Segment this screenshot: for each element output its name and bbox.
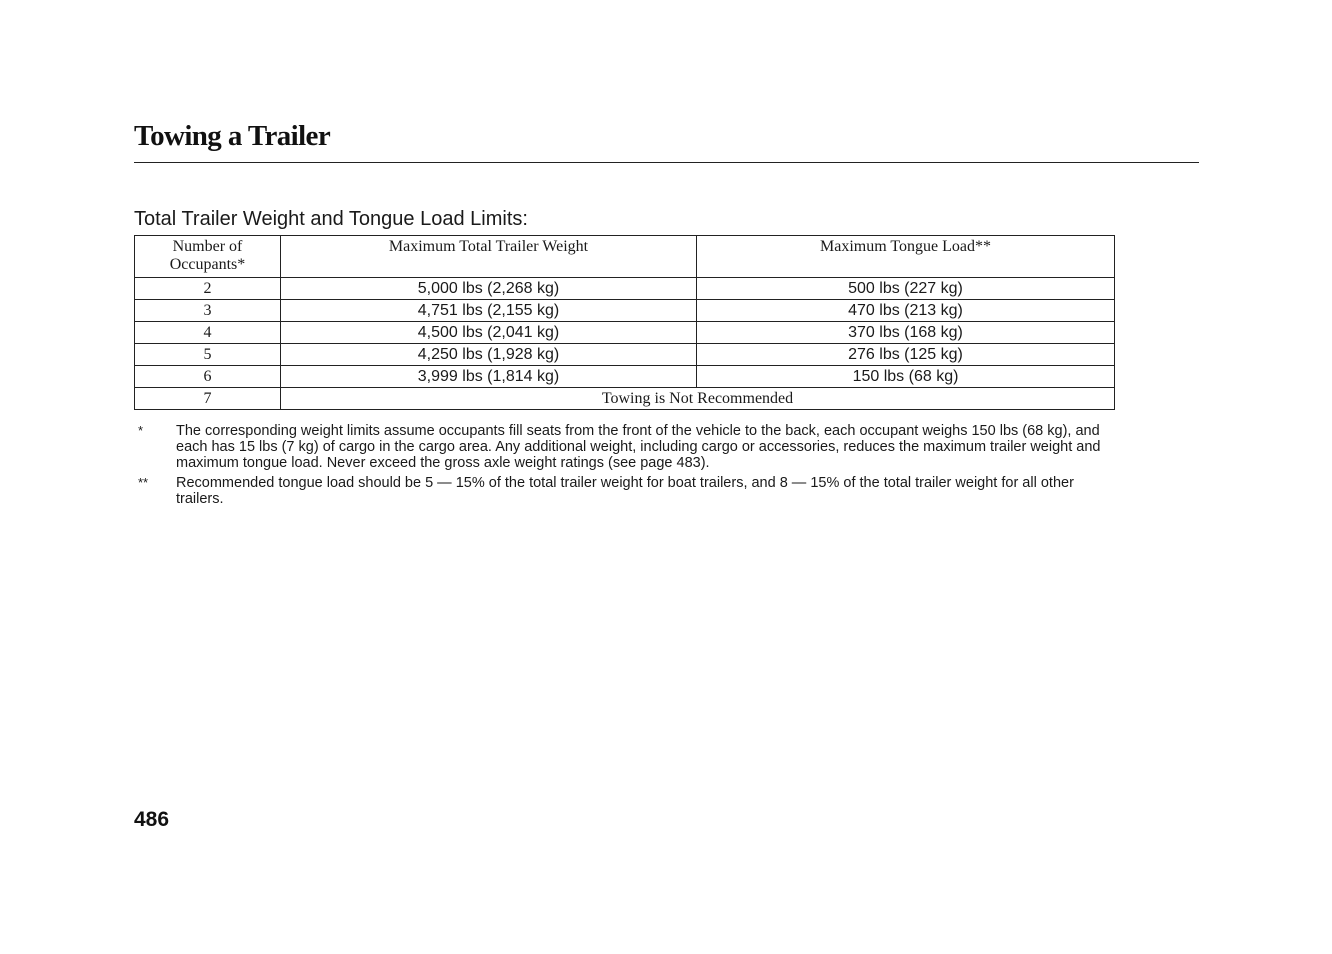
table-header-row (135, 236, 1115, 278)
footnote (134, 475, 1114, 507)
occupants-cell: 4 (135, 322, 281, 344)
weight-cell: 3,999 lbs (1,814 kg) (281, 366, 697, 388)
tongue-cell: 370 lbs (168 kg) (697, 322, 1115, 344)
header-occupants-line2: Occupants* (169, 256, 246, 273)
section-heading: Total Trailer Weight and Tongue Load Limits: (134, 208, 528, 230)
table-row (135, 300, 1115, 322)
tongue-cell: 470 lbs (213 kg) (697, 300, 1115, 322)
tongue-cell: 500 lbs (227 kg) (697, 278, 1115, 300)
weight-cell: 4,500 lbs (2,041 kg) (281, 322, 697, 344)
header-max-weight: Maximum Total Trailer Weight (281, 236, 697, 278)
occupants-cell: 5 (135, 344, 281, 366)
page-title: Towing a Trailer (134, 120, 331, 152)
footnote (134, 423, 1114, 471)
footnote-mark: * (138, 423, 144, 438)
table-row (135, 344, 1115, 366)
footnote-text: Recommended tongue load should be 5 — 15% of the total trailer weight for boat trailers, and 8 — 15% of the total trailer weight for all other trailers. (176, 475, 1074, 507)
table-row-not-recommended (135, 388, 1115, 410)
weight-cell: 4,250 lbs (1,928 kg) (281, 344, 697, 366)
tongue-cell: 150 lbs (68 kg) (697, 366, 1115, 388)
table-row (135, 278, 1115, 300)
page-number: 486 (134, 808, 170, 831)
not-recommended-cell: Towing is Not Recommended (281, 388, 1115, 410)
footnote-text: The corresponding weight limits assume occupants fill seats from the front of the vehicle to the back, each occupant weighs 150 lbs (68 kg), and each has 15 lbs (7 kg) of cargo in the cargo area. Any additional weight, including cargo or accessories, reduces the maximum trailer weight and maximum tongue load. Never exceed the gross axle weight ratings (see page 483). (176, 423, 1101, 471)
footnotes (134, 423, 1114, 511)
table-row (135, 322, 1115, 344)
tongue-cell: 276 lbs (125 kg) (697, 344, 1115, 366)
occupants-cell: 6 (135, 366, 281, 388)
footnote-mark: ** (138, 475, 149, 490)
occupants-cell: 2 (135, 278, 281, 300)
header-occupants (135, 236, 281, 278)
header-max-tongue: Maximum Tongue Load** (697, 236, 1115, 278)
header-occupants-line1: Number of (172, 238, 243, 255)
occupants-cell: 3 (135, 300, 281, 322)
title-divider (134, 162, 1199, 163)
weight-cell: 5,000 lbs (2,268 kg) (281, 278, 697, 300)
weight-cell: 4,751 lbs (2,155 kg) (281, 300, 697, 322)
occupants-cell: 7 (135, 388, 281, 410)
towing-limits-table (134, 235, 1115, 410)
table-row (135, 366, 1115, 388)
